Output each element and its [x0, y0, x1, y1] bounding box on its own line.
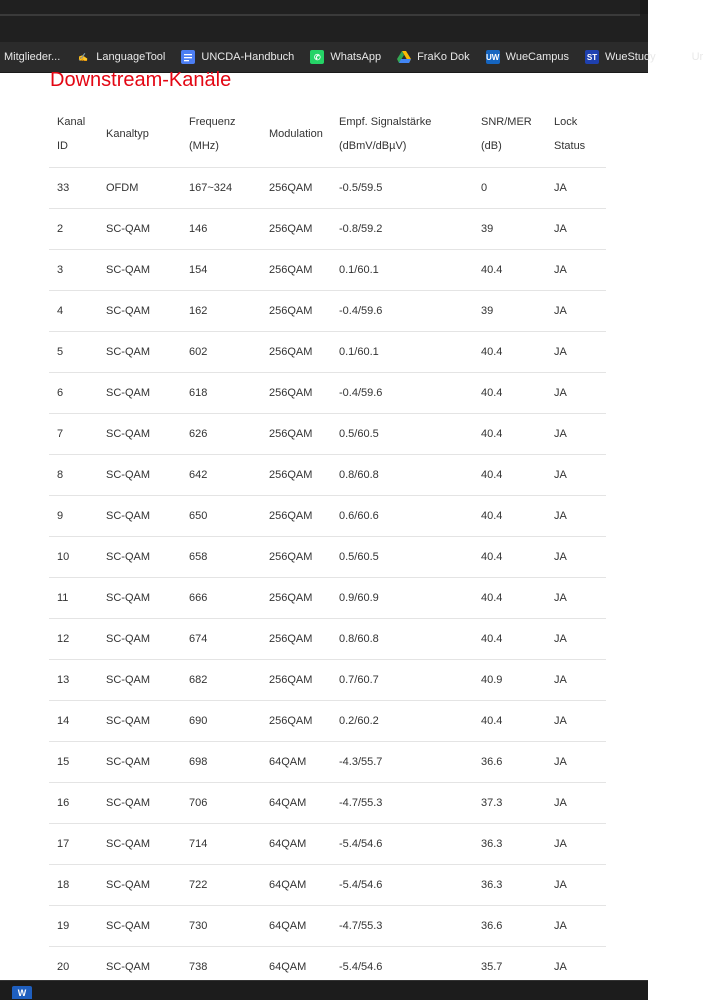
cell-modulation: 64QAM [261, 865, 331, 906]
cell-kanal-id: 17 [49, 824, 98, 865]
google-docs-icon [181, 50, 195, 64]
cell-frequenz: 618 [181, 373, 261, 414]
cell-lock-status: JA [546, 332, 606, 373]
cell-modulation: 256QAM [261, 660, 331, 701]
cell-frequenz: 642 [181, 455, 261, 496]
cell-snr-mer: 37.3 [473, 783, 546, 824]
cell-signalstaerke: -4.7/55.3 [331, 783, 473, 824]
cell-snr-mer: 40.4 [473, 373, 546, 414]
cell-frequenz: 730 [181, 906, 261, 947]
cell-signalstaerke: 0.9/60.9 [331, 578, 473, 619]
cell-snr-mer: 36.3 [473, 824, 546, 865]
cell-kanal-id: 7 [49, 414, 98, 455]
cell-frequenz: 626 [181, 414, 261, 455]
cell-snr-mer: 36.6 [473, 906, 546, 947]
header-snr-mer [473, 100, 546, 168]
window-corner [640, 0, 648, 14]
cell-signalstaerke: -0.5/59.5 [331, 168, 473, 209]
cell-kanaltyp: SC-QAM [98, 291, 181, 332]
table-row [49, 824, 606, 865]
cell-lock-status: JA [546, 250, 606, 291]
header-line-1: Lock [554, 115, 578, 128]
table-row [49, 209, 606, 250]
cell-signalstaerke: -4.7/55.3 [331, 906, 473, 947]
cell-snr-mer: 40.4 [473, 332, 546, 373]
cell-signalstaerke: -4.3/55.7 [331, 742, 473, 783]
cell-kanaltyp: SC-QAM [98, 332, 181, 373]
bookmark-frako-dok[interactable] [397, 50, 470, 64]
cell-snr-mer: 40.4 [473, 537, 546, 578]
table-row [49, 865, 606, 906]
cell-kanaltyp: SC-QAM [98, 947, 181, 988]
header-line-2: (MHz) [189, 139, 219, 152]
header-frequenz [181, 100, 261, 168]
table-row [49, 496, 606, 537]
bookmark-label: WhatsApp [330, 51, 382, 63]
cell-lock-status: JA [546, 168, 606, 209]
cell-kanal-id: 20 [49, 947, 98, 988]
table-row [49, 414, 606, 455]
cell-signalstaerke: 0.1/60.1 [331, 250, 473, 291]
table-row [49, 537, 606, 578]
cell-signalstaerke: 0.1/60.1 [331, 332, 473, 373]
cell-signalstaerke: 0.5/60.5 [331, 414, 473, 455]
cell-snr-mer: 0 [473, 168, 546, 209]
word-app-icon[interactable]: W [12, 986, 32, 999]
bookmark-label: Mitglieder... [4, 51, 61, 63]
cell-kanaltyp: SC-QAM [98, 865, 181, 906]
cell-kanal-id: 4 [49, 291, 98, 332]
cell-kanaltyp: SC-QAM [98, 455, 181, 496]
cell-frequenz: 650 [181, 496, 261, 537]
cell-kanaltyp: SC-QAM [98, 537, 181, 578]
cell-kanaltyp: SC-QAM [98, 742, 181, 783]
cell-kanal-id: 12 [49, 619, 98, 660]
cell-modulation: 256QAM [261, 250, 331, 291]
header-line-1: Modulation [269, 127, 323, 140]
cell-kanaltyp: OFDM [98, 168, 181, 209]
bookmark-wuestudy[interactable] [585, 50, 656, 64]
cell-signalstaerke: 0.8/60.8 [331, 619, 473, 660]
cell-snr-mer: 40.4 [473, 578, 546, 619]
cell-snr-mer: 35.7 [473, 947, 546, 988]
cell-lock-status: JA [546, 619, 606, 660]
header-modulation [261, 100, 331, 168]
header-line-1: Kanal [57, 115, 86, 128]
browser-window-chrome [0, 0, 648, 42]
bookmark-label: UNCDA-Handbuch [201, 51, 295, 63]
table-row [49, 701, 606, 742]
cell-modulation: 256QAM [261, 537, 331, 578]
cell-modulation: 256QAM [261, 209, 331, 250]
header-line-2: ID [57, 139, 68, 152]
cell-frequenz: 698 [181, 742, 261, 783]
table-header-row [49, 100, 606, 168]
cell-kanaltyp: SC-QAM [98, 619, 181, 660]
header-line-1: Frequenz [189, 115, 236, 128]
cell-signalstaerke: -0.8/59.2 [331, 209, 473, 250]
cell-modulation: 256QAM [261, 414, 331, 455]
header-kanal-id [49, 100, 98, 168]
cell-frequenz: 706 [181, 783, 261, 824]
cell-lock-status: JA [546, 742, 606, 783]
cell-snr-mer: 36.3 [473, 865, 546, 906]
section-title: Downstream-Kanäle [50, 69, 232, 91]
table-row [49, 742, 606, 783]
cell-kanal-id: 8 [49, 455, 98, 496]
cell-kanaltyp: SC-QAM [98, 373, 181, 414]
cell-modulation: 256QAM [261, 455, 331, 496]
cell-lock-status: JA [546, 865, 606, 906]
tab-strip [0, 14, 640, 16]
bookmark-label: WueCampus [505, 51, 570, 63]
table-row [49, 250, 606, 291]
cell-kanal-id: 15 [49, 742, 98, 783]
table-row [49, 578, 606, 619]
cell-kanaltyp: SC-QAM [98, 906, 181, 947]
cell-lock-status: JA [546, 496, 606, 537]
cell-lock-status: JA [546, 209, 606, 250]
bookmark-label: LanguageTool [96, 51, 166, 63]
cell-snr-mer: 39 [473, 291, 546, 332]
cell-signalstaerke: 0.7/60.7 [331, 660, 473, 701]
cell-modulation: 64QAM [261, 906, 331, 947]
header-lock-status [546, 100, 606, 168]
cell-frequenz: 602 [181, 332, 261, 373]
bookmark-whatsapp[interactable] [310, 50, 381, 64]
table-row [49, 455, 606, 496]
cell-lock-status: JA [546, 373, 606, 414]
cell-kanal-id: 2 [49, 209, 98, 250]
cell-snr-mer: 40.4 [473, 701, 546, 742]
cell-frequenz: 714 [181, 824, 261, 865]
cell-modulation: 64QAM [261, 742, 331, 783]
header-line-1: Kanaltyp [106, 127, 149, 140]
cell-kanal-id: 16 [49, 783, 98, 824]
cell-kanaltyp: SC-QAM [98, 578, 181, 619]
cell-signalstaerke: 0.5/60.5 [331, 537, 473, 578]
cell-snr-mer: 40.4 [473, 455, 546, 496]
cell-kanal-id: 5 [49, 332, 98, 373]
cell-kanaltyp: SC-QAM [98, 414, 181, 455]
cell-signalstaerke: 0.2/60.2 [331, 701, 473, 742]
cell-signalstaerke: -5.4/54.6 [331, 865, 473, 906]
cell-modulation: 256QAM [261, 701, 331, 742]
whatsapp-icon: ✆ [310, 50, 324, 64]
cell-snr-mer: 40.4 [473, 250, 546, 291]
cell-kanaltyp: SC-QAM [98, 209, 181, 250]
cell-lock-status: JA [546, 291, 606, 332]
cell-frequenz: 154 [181, 250, 261, 291]
table-row [49, 619, 606, 660]
table-row [49, 291, 606, 332]
header-line-2: Status [554, 139, 586, 152]
bookmark-label: Ur [691, 51, 703, 63]
cell-kanal-id: 6 [49, 373, 98, 414]
cell-modulation: 256QAM [261, 578, 331, 619]
cell-snr-mer: 40.9 [473, 660, 546, 701]
cell-kanal-id: 19 [49, 906, 98, 947]
bookmark-label: WueStudy [605, 51, 656, 63]
table-row [49, 660, 606, 701]
cell-signalstaerke: -0.4/59.6 [331, 373, 473, 414]
cell-kanal-id: 11 [49, 578, 98, 619]
bookmark-label: FraKo Dok [417, 51, 470, 63]
table-body [49, 168, 606, 988]
header-line-1: SNR/MER [481, 115, 532, 128]
google-drive-icon [397, 50, 411, 64]
cell-lock-status: JA [546, 660, 606, 701]
cell-frequenz: 146 [181, 209, 261, 250]
header-line-2: (dBmV/dBµV) [339, 139, 407, 152]
cell-kanal-id: 14 [49, 701, 98, 742]
table-row [49, 332, 606, 373]
cell-kanaltyp: SC-QAM [98, 824, 181, 865]
cell-lock-status: JA [546, 824, 606, 865]
downstream-channels-table [49, 100, 606, 988]
header-line-1: Empf. Signalstärke [339, 115, 432, 128]
header-line-2: (dB) [481, 139, 502, 152]
cell-modulation: 64QAM [261, 947, 331, 988]
cell-kanal-id: 3 [49, 250, 98, 291]
table-row [49, 168, 606, 209]
cell-frequenz: 722 [181, 865, 261, 906]
cell-modulation: 256QAM [261, 619, 331, 660]
cell-signalstaerke: 0.6/60.6 [331, 496, 473, 537]
cell-modulation: 256QAM [261, 168, 331, 209]
bookmark-wuecampus[interactable] [486, 50, 569, 64]
cell-modulation: 64QAM [261, 824, 331, 865]
cell-modulation: 256QAM [261, 496, 331, 537]
cell-modulation: 64QAM [261, 783, 331, 824]
cell-snr-mer: 40.4 [473, 619, 546, 660]
header-kanaltyp [98, 100, 181, 168]
cell-kanaltyp: SC-QAM [98, 783, 181, 824]
cell-lock-status: JA [546, 455, 606, 496]
cell-signalstaerke: -0.4/59.6 [331, 291, 473, 332]
cell-snr-mer: 36.6 [473, 742, 546, 783]
cell-modulation: 256QAM [261, 291, 331, 332]
cell-lock-status: JA [546, 783, 606, 824]
table-row [49, 783, 606, 824]
cell-lock-status: JA [546, 906, 606, 947]
cell-kanaltyp: SC-QAM [98, 660, 181, 701]
cell-kanal-id: 33 [49, 168, 98, 209]
taskbar [0, 980, 648, 1000]
cell-snr-mer: 40.4 [473, 496, 546, 537]
cell-lock-status: JA [546, 578, 606, 619]
cell-modulation: 256QAM [261, 373, 331, 414]
mail-icon: ✉ [675, 52, 682, 62]
cell-kanaltyp: SC-QAM [98, 250, 181, 291]
cell-signalstaerke: -5.4/54.6 [331, 824, 473, 865]
cell-signalstaerke: 0.8/60.8 [331, 455, 473, 496]
wuestudy-icon: ST [585, 50, 599, 64]
cell-kanaltyp: SC-QAM [98, 496, 181, 537]
cell-signalstaerke: -5.4/54.6 [331, 947, 473, 988]
cell-lock-status: JA [546, 701, 606, 742]
bookmark-ur[interactable] [672, 50, 703, 64]
cell-kanal-id: 13 [49, 660, 98, 701]
cell-frequenz: 690 [181, 701, 261, 742]
cell-lock-status: JA [546, 414, 606, 455]
wuecampus-icon: UW [486, 50, 500, 64]
cell-frequenz: 167~324 [181, 168, 261, 209]
cell-snr-mer: 39 [473, 209, 546, 250]
table-row [49, 906, 606, 947]
cell-kanal-id: 9 [49, 496, 98, 537]
bookmark-mitglieder[interactable] [4, 51, 60, 63]
cell-frequenz: 658 [181, 537, 261, 578]
cell-snr-mer: 40.4 [473, 414, 546, 455]
bookmark-uncda-handbuch[interactable] [181, 50, 294, 64]
cell-kanaltyp: SC-QAM [98, 701, 181, 742]
cell-kanal-id: 10 [49, 537, 98, 578]
table-row [49, 373, 606, 414]
cell-lock-status: JA [546, 537, 606, 578]
cell-frequenz: 666 [181, 578, 261, 619]
bookmark-languagetool[interactable] [76, 50, 165, 64]
cell-kanal-id: 18 [49, 865, 98, 906]
cell-frequenz: 682 [181, 660, 261, 701]
cell-frequenz: 674 [181, 619, 261, 660]
header-signalstaerke [331, 100, 473, 168]
cell-frequenz: 162 [181, 291, 261, 332]
cell-frequenz: 738 [181, 947, 261, 988]
cell-lock-status: JA [546, 947, 606, 988]
languagetool-icon: ✍ [78, 52, 89, 62]
cell-modulation: 256QAM [261, 332, 331, 373]
